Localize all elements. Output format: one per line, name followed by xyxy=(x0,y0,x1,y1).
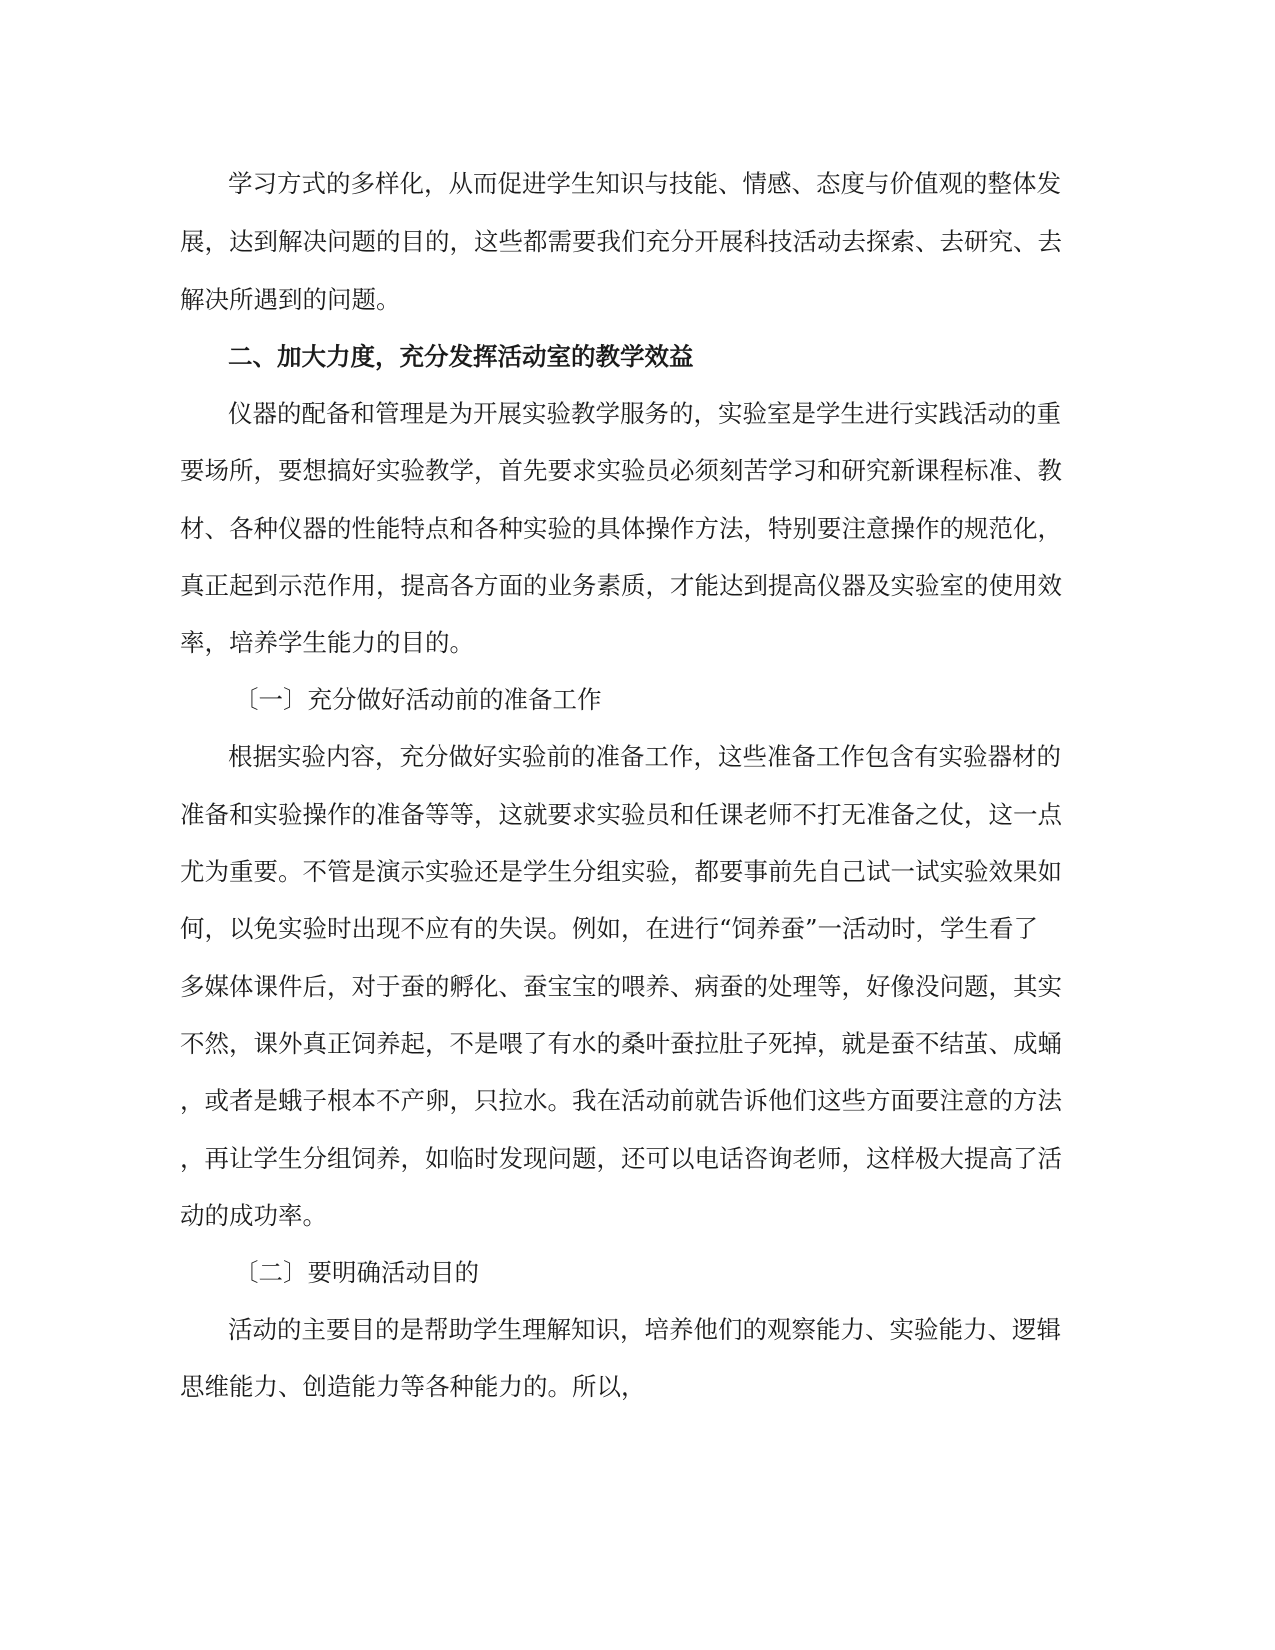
paragraph-line: 准备和实验操作的准备等等，这就要求实验员和任课老师不打无准备之仗，这一点 xyxy=(180,800,1062,829)
paragraph-line: 动的成功率。 xyxy=(180,1201,327,1230)
subsection-heading: 〔一〕充分做好活动前的准备工作 xyxy=(234,685,602,714)
paragraph-line: 何，以免实验时出现不应有的失误。例如，在进行“饲养蚕”一活动时，学生看了 xyxy=(180,914,1039,943)
paragraph-line: ，再让学生分组饲养，如临时发现问题，还可以电话咨询老师，这样极大提高了活 xyxy=(180,1144,1062,1173)
paragraph-line: 真正起到示范作用，提高各方面的业务素质，才能达到提高仪器及实验室的使用效 xyxy=(180,571,1062,600)
paragraph-line: 解决所遇到的问题。 xyxy=(180,285,401,314)
paragraph-line: 学习方式的多样化，从而促进学生知识与技能、情感、态度与价值观的整体发 xyxy=(228,169,1061,198)
paragraph-line: 思维能力、创造能力等各种能力的。所以， xyxy=(180,1372,646,1401)
paragraph-line: 活动的主要目的是帮助学生理解知识，培养他们的观察能力、实验能力、逻辑 xyxy=(228,1315,1061,1344)
section-heading: 二、加大力度，充分发挥活动室的教学效益 xyxy=(228,342,694,371)
paragraph-line: 尤为重要。不管是演示实验还是学生分组实验，都要事前先自己试一试实验效果如 xyxy=(180,857,1062,886)
paragraph-line: 仪器的配备和管理是为开展实验教学服务的，实验室是学生进行实践活动的重 xyxy=(228,399,1061,428)
paragraph-line: 材、各种仪器的性能特点和各种实验的具体操作方法，特别要注意操作的规范化， xyxy=(180,514,1062,543)
paragraph-line: ，或者是蛾子根本不产卵，只拉水。我在活动前就告诉他们这些方面要注意的方法 xyxy=(180,1086,1062,1115)
subsection-heading: 〔二〕要明确活动目的 xyxy=(234,1258,479,1287)
paragraph-line: 率，培养学生能力的目的。 xyxy=(180,628,474,657)
paragraph-line: 不然，课外真正饲养起，不是喂了有水的桑叶蚕拉肚子死掉，就是蚕不结茧、成蛹 xyxy=(180,1029,1062,1058)
paragraph-line: 多媒体课件后，对于蚕的孵化、蚕宝宝的喂养、病蚕的处理等，好像没问题，其实 xyxy=(180,972,1062,1001)
paragraph-line: 展，达到解决问题的目的，这些都需要我们充分开展科技活动去探索、去研究、去 xyxy=(180,227,1062,256)
paragraph-line: 根据实验内容，充分做好实验前的准备工作，这些准备工作包含有实验器材的 xyxy=(228,742,1061,771)
paragraph-line: 要场所，要想搞好实验教学，首先要求实验员必须刻苦学习和研究新课程标准、教 xyxy=(180,456,1062,485)
document-page xyxy=(180,0,1062,1650)
